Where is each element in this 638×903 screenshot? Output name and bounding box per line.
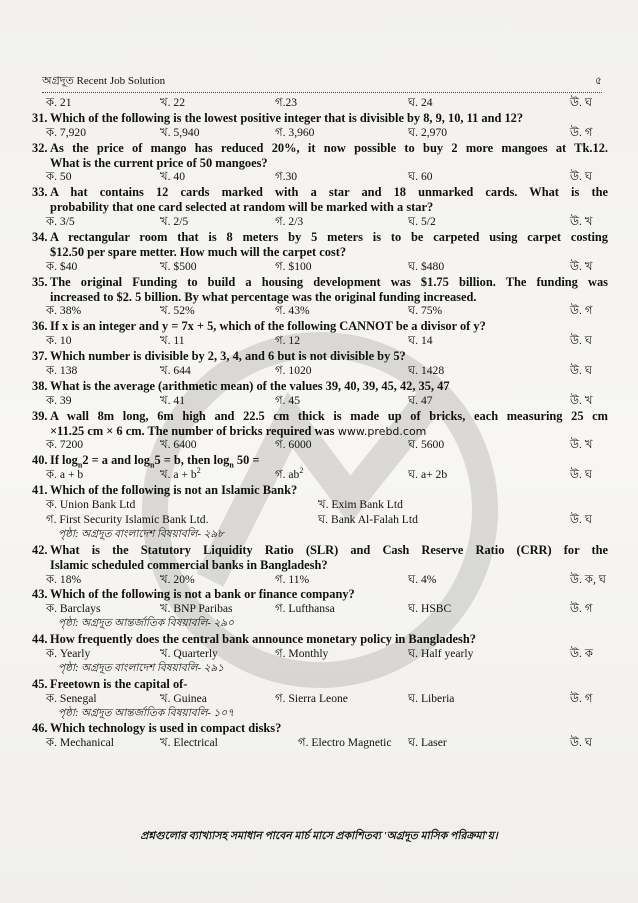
content-line — [32, 736, 608, 751]
answer-key: উ. খ — [570, 438, 593, 452]
content-line — [32, 513, 608, 528]
question-list — [32, 96, 608, 751]
option-b: খ. 22 — [160, 96, 186, 109]
content-line — [32, 156, 608, 171]
content-line — [32, 587, 608, 602]
question-text: A rectangular room that is 8 meters by 5 meters is to be carpeted using carpet costing — [50, 230, 608, 245]
question-number: 35. — [32, 274, 48, 289]
content-line — [32, 498, 608, 513]
option-c: গ. 1020 — [275, 364, 312, 378]
site-mark: www.prebd.com — [334, 424, 427, 438]
question-text: If $\log_n2 = a$ and $\log_n5 = b$, then $\log_n 50$ = — [50, 453, 260, 470]
option-a: ক. 7,920 — [46, 125, 86, 139]
option-d: ঘ. 4% — [408, 572, 437, 586]
question-text: What is the current price of 50 mangoes? — [50, 155, 268, 170]
page-number: ৫ — [594, 75, 602, 87]
option-b: খ. BNP Paribas — [160, 602, 233, 616]
option-c: গ. 6000 — [275, 438, 312, 452]
content-line — [32, 230, 608, 245]
option-c: গ. $ab^2$ — [275, 466, 304, 482]
option-a: ক. 7200 — [46, 438, 84, 452]
option-d: ঘ. Liberia — [408, 691, 455, 705]
question-text: Islamic scheduled commercial banks in Bangladesh? — [50, 557, 328, 572]
content-line — [32, 349, 608, 364]
footer-note: প্রশ্নগুলোর ব্যাখ্যাসহ সমাধান পাবেন মার্চ মাসে প্রকাশিতব্য 'অগ্রদূত মাসিক পরিক্রমা'য়। — [140, 830, 498, 842]
header-title: অগ্রদূত Recent Job Solution — [42, 75, 166, 87]
question-text: A wall 8m long, 6m high and 22.5 cm thick is made up of bricks, each measuring 25 cm — [50, 408, 608, 423]
page-header — [42, 72, 602, 90]
option-d: ঘ. $480 — [408, 259, 445, 273]
content-line — [32, 707, 608, 722]
option-right: খ. Exim Bank Ltd — [318, 498, 403, 512]
content-line — [32, 409, 608, 424]
question-number: 39. — [32, 408, 48, 423]
question-text: Which number is divisible by 2, 3, 4, and 6 but is not divisible by 5? — [50, 349, 406, 364]
content-line — [32, 111, 608, 126]
option-c: গ. 11% — [275, 572, 310, 586]
content-line — [32, 334, 608, 349]
content-line — [32, 617, 608, 632]
answer-key: উ. গ — [570, 304, 593, 318]
option-left: গ. First Security Islamic Bank Ltd. — [46, 512, 209, 526]
content-line — [32, 260, 608, 275]
option-a: ক. Senegal — [46, 691, 97, 705]
content-line — [32, 632, 608, 647]
option-b: খ. Quarterly — [160, 646, 218, 660]
option-d: ঘ. 5/2 — [408, 215, 436, 229]
reference-note: পৃষ্ঠা: অগ্রদূত বাংলাদেশ বিষয়াবলি- ২৯১ — [58, 662, 225, 674]
option-d: ঘ. 47 — [408, 393, 433, 407]
option-d: ঘ. 24 — [408, 96, 433, 109]
reference-note: পৃষ্ঠা: অগ্রদূত আন্তর্জাতিক বিষয়াবলি- ১০৭ — [58, 707, 235, 719]
question-text: The original Funding to build a housing development was $1.75 billion. The funding was — [50, 274, 608, 289]
content-line — [32, 275, 608, 290]
question-text: Freetown is the capital of- — [50, 676, 188, 691]
option-c: গ. $100 — [275, 259, 312, 273]
question-number: 37. — [32, 349, 48, 364]
option-d: ঘ. 75% — [408, 304, 443, 318]
question-text: increased to $2. 5 billion. By what percentage was the original funding increased. — [50, 289, 477, 304]
content-line — [32, 200, 608, 215]
answer-key: উ. ক — [570, 646, 593, 660]
answer-key: উ. ঘ — [570, 96, 592, 109]
option-d: ঘ. 2,970 — [408, 125, 448, 139]
option-c: গ. 12 — [275, 334, 300, 348]
question-text: Which of the following is the lowest positive integer that is divisible by 8, 9, 10, 11 and 12? — [50, 110, 524, 125]
content-line — [32, 379, 608, 394]
option-b: খ. Electrical — [160, 736, 218, 750]
content-line — [32, 677, 608, 692]
question-number: 42. — [32, 542, 48, 557]
content-line — [32, 319, 608, 334]
content-line — [32, 483, 608, 498]
question-text: Which technology is used in compact disks? — [50, 721, 282, 736]
option-c: গ. Electro Magnetic — [298, 736, 392, 750]
option-b: খ. 6400 — [160, 438, 197, 452]
option-c: গ. 2/3 — [275, 215, 304, 229]
option-b: খ. 644 — [160, 364, 191, 378]
option-c: গ. Lufthansa — [275, 602, 335, 616]
option-d: ঘ. 14 — [408, 334, 433, 348]
question-number: 36. — [32, 319, 48, 334]
option-a: ক. 21 — [46, 96, 72, 109]
answer-key: উ. খ — [570, 393, 593, 407]
content-line — [32, 438, 608, 453]
answer-key: উ. ঘ — [570, 512, 592, 526]
question-text: Which of the following is not an Islamic Bank? — [50, 483, 298, 498]
option-a: ক. $40 — [46, 259, 78, 273]
question-text: What is the Statutory Liquidity Ratio (SLR) and Cash Reserve Ratio (CRR) for the — [50, 542, 608, 557]
option-a: ক. 10 — [46, 334, 72, 348]
content-line — [32, 528, 608, 543]
answer-key: উ. ক, ঘ — [570, 572, 606, 586]
question-number: 32. — [32, 140, 48, 155]
option-d: ঘ. 1428 — [408, 364, 445, 378]
answer-key: উ. গ — [570, 602, 593, 616]
option-a: ক. Mechanical — [46, 736, 114, 750]
question-text: Which of the following is not a bank or finance company? — [50, 587, 355, 602]
answer-key: উ. গ — [570, 125, 593, 139]
answer-key: উ. খ — [570, 259, 593, 273]
question-number: 45. — [32, 676, 48, 691]
content-line — [32, 453, 608, 468]
question-number: 40. — [32, 453, 48, 468]
option-b: খ. 2/5 — [160, 215, 189, 229]
answer-key: উ. খ — [570, 215, 593, 229]
option-d: ঘ. a+ 2b — [408, 468, 448, 482]
option-c: গ. 45 — [275, 393, 300, 407]
reference-note: পৃষ্ঠা: অগ্রদূত বাংলাদেশ বিষয়াবলি- ২৯৮ — [58, 528, 225, 540]
option-a: ক. 18% — [46, 572, 82, 586]
answer-key: উ. গ — [570, 691, 593, 705]
question-text: If x is an integer and y = 7x + 5, which of the following CANNOT be a divisor of y? — [50, 319, 486, 334]
reference-note: পৃষ্ঠা: অগ্রদূত আন্তর্জাতিক বিষয়াবলি- ২৯০ — [58, 618, 235, 630]
option-b: খ. 20% — [160, 572, 195, 586]
content-line — [32, 304, 608, 319]
option-b: খ. 11 — [160, 334, 185, 348]
content-line — [32, 215, 608, 230]
option-c: গ.23 — [275, 96, 298, 109]
answer-key: উ. ঘ — [570, 334, 592, 348]
option-c: গ. 43% — [275, 304, 310, 318]
option-d: ঘ. 5600 — [408, 438, 445, 452]
option-a: ক. 50 — [46, 170, 72, 184]
question-number: 34. — [32, 230, 48, 245]
content-line — [32, 424, 608, 439]
question-number: 46. — [32, 721, 48, 736]
content-line — [32, 558, 608, 573]
option-left: ক. Union Bank Ltd — [46, 498, 136, 512]
question-number: 38. — [32, 378, 48, 393]
option-b: খ. 5,940 — [160, 125, 200, 139]
content-line — [32, 394, 608, 409]
content-line — [32, 692, 608, 707]
content-line — [32, 721, 608, 736]
question-number: 41. — [32, 483, 48, 498]
content-line — [32, 245, 608, 260]
content-line — [32, 141, 608, 156]
content-line — [32, 185, 608, 200]
answer-key: উ. ঘ — [570, 468, 592, 482]
option-c: গ. 3,960 — [275, 125, 315, 139]
answer-key: উ. ঘ — [570, 364, 592, 378]
question-text: What is the average (arithmetic mean) of the values 39, 40, 39, 45, 42, 35, 47 — [50, 378, 450, 393]
option-b: খ. 52% — [160, 304, 195, 318]
answer-key: উ. ঘ — [570, 736, 592, 750]
option-b: খ. $a + b^2$ — [160, 466, 201, 482]
option-c: গ. Monthly — [275, 646, 329, 660]
option-d: ঘ. 60 — [408, 170, 433, 184]
content-line — [32, 290, 608, 305]
option-c: গ. Sierra Leone — [275, 691, 348, 705]
question-number: 31. — [32, 110, 48, 125]
option-a: ক. a + b — [46, 468, 84, 482]
option-right: ঘ. Bank Al-Falah Ltd — [318, 512, 418, 526]
option-a: ক. 39 — [46, 393, 72, 407]
question-text: A hat contains 12 cards marked with a star and 18 unmarked cards. What is the — [50, 185, 608, 200]
content-line — [32, 647, 608, 662]
question-number: 33. — [32, 185, 48, 200]
question-number: 43. — [32, 587, 48, 602]
content-line — [32, 573, 608, 588]
content-line — [32, 543, 608, 558]
option-d: ঘ. Laser — [408, 736, 447, 750]
content-line — [32, 96, 608, 111]
answer-key: উ. ঘ — [570, 170, 592, 184]
option-a: ক. Barclays — [46, 602, 101, 616]
question-text: probability that one card selected at random will be marked with a star? — [50, 200, 434, 215]
option-a: ক. 138 — [46, 364, 78, 378]
question-text: ×11.25 cm × 6 cm. The number of bricks required was www.prebd.com — [50, 423, 427, 438]
option-b: খ. $500 — [160, 259, 197, 273]
content-line — [32, 468, 608, 483]
option-c: গ.30 — [275, 170, 298, 184]
option-a: ক. 3/5 — [46, 215, 75, 229]
option-d: ঘ. Half yearly — [408, 646, 474, 660]
option-b: খ. 40 — [160, 170, 186, 184]
option-a: ক. Yearly — [46, 646, 91, 660]
option-b: খ. 41 — [160, 393, 186, 407]
content-line — [32, 170, 608, 185]
option-d: ঘ. HSBC — [408, 602, 452, 616]
question-number: 44. — [32, 632, 48, 647]
question-text: How frequently does the central bank announce monetary policy in Bangladesh? — [50, 632, 476, 647]
option-a: ক. 38% — [46, 304, 82, 318]
option-b: খ. Guinea — [160, 691, 207, 705]
content-line — [32, 602, 608, 617]
question-text: As the price of mango has reduced 20%, it now possible to buy 2 more mangoes at Tk.12. — [50, 140, 608, 155]
question-text: $12.50 per spare metter. How much will the carpet cost? — [50, 244, 347, 259]
content-line — [32, 364, 608, 379]
content-line — [32, 662, 608, 677]
header-divider — [42, 92, 602, 93]
content-line — [32, 126, 608, 141]
